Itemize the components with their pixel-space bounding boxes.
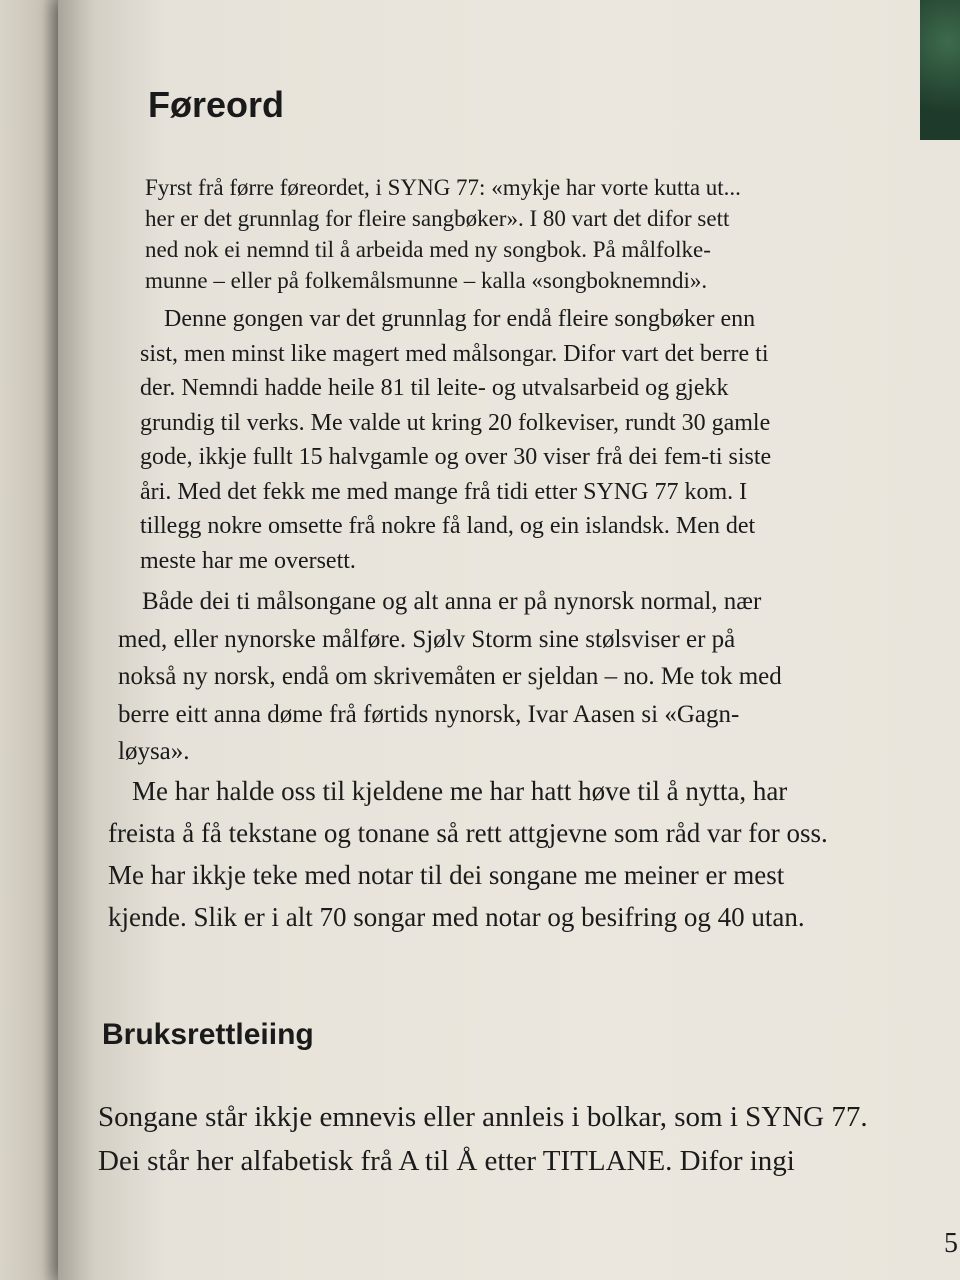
foreord-heading: Føreord bbox=[148, 84, 285, 125]
text-line: tillegg nokre omsette frå nokre få land, og ein islandsk. Men det bbox=[140, 513, 756, 539]
text-line: her er det grunnlag for fleire sangbøker». I 80 vart det difor sett bbox=[145, 206, 730, 231]
text-line: Dei står her alfabetisk frå A til Å etter TITLANE. Difor ingi bbox=[98, 1145, 795, 1177]
text-line: Både dei ti målsongane og alt anna er på nynorsk normal, nær bbox=[142, 588, 762, 615]
text-line: Songane står ikkje emnevis eller annleis i bolkar, som i SYNG 77. bbox=[98, 1101, 868, 1133]
foreord-paragraph-2 bbox=[140, 302, 771, 578]
text-line: Fyrst frå førre føreordet, i SYNG 77: «mykje har vorte kutta ut... bbox=[145, 175, 741, 200]
text-line: meste har me oversett. bbox=[140, 547, 356, 574]
bruksrettleiing-paragraph-1 bbox=[98, 1095, 868, 1183]
foreord-paragraph-1 bbox=[145, 172, 741, 296]
bruksrettleiing-heading: Bruksrettleiing bbox=[102, 1018, 314, 1051]
text-line: kjende. Slik er i alt 70 songar med notar og besifring og 40 utan. bbox=[108, 902, 805, 932]
text-line: med, eller nynorske målføre. Sjølv Storm sine stølsviser er på bbox=[118, 625, 736, 653]
text-line: freista å få tekstane og tonane så rett attgjevne som råd var for oss. bbox=[108, 818, 828, 848]
text-line: gode, ikkje fullt 15 halvgamle og over 30 viser frå dei fem-ti siste bbox=[140, 444, 772, 470]
text-line: der. Nemndi hadde heile 81 til leite- og utvalsarbeid og gjekk bbox=[140, 375, 729, 401]
text-line: åri. Med det fekk me med mange frå tidi etter SYNG 77 kom. I bbox=[140, 478, 748, 505]
text-line: munne – eller på folkemålsmunne – kalla «songboknemndi». bbox=[145, 268, 708, 293]
text-line: Me har ikkje teke med notar til dei songane me meiner er mest bbox=[108, 860, 785, 890]
foreord-paragraph-3 bbox=[118, 583, 782, 771]
text-line: nokså ny norsk, endå om skrivemåten er sjeldan – no. Me tok med bbox=[118, 663, 782, 690]
text-line: sist, men minst like magert med målsongar. Difor vart det berre ti bbox=[140, 340, 769, 367]
background-surface bbox=[920, 0, 960, 140]
text-line: Me har halde oss til kjeldene me har hatt høve til å nytta, har bbox=[132, 776, 788, 806]
text-line: grundig til verks. Me valde ut kring 20 folkeviser, rundt 30 gamle bbox=[140, 409, 771, 436]
page-number: 5 bbox=[944, 1228, 958, 1259]
foreord-paragraph-4 bbox=[108, 770, 828, 938]
text-line: løysa». bbox=[118, 738, 190, 765]
text-line: Denne gongen var det grunnlag for endå fleire songbøker enn bbox=[164, 306, 756, 332]
text-line: berre eitt anna døme frå førtids nynorsk, Ivar Aasen si «Gagn- bbox=[118, 700, 740, 728]
text-line: ned nok ei nemnd til å arbeida med ny songbok. På målfolke- bbox=[145, 237, 711, 262]
